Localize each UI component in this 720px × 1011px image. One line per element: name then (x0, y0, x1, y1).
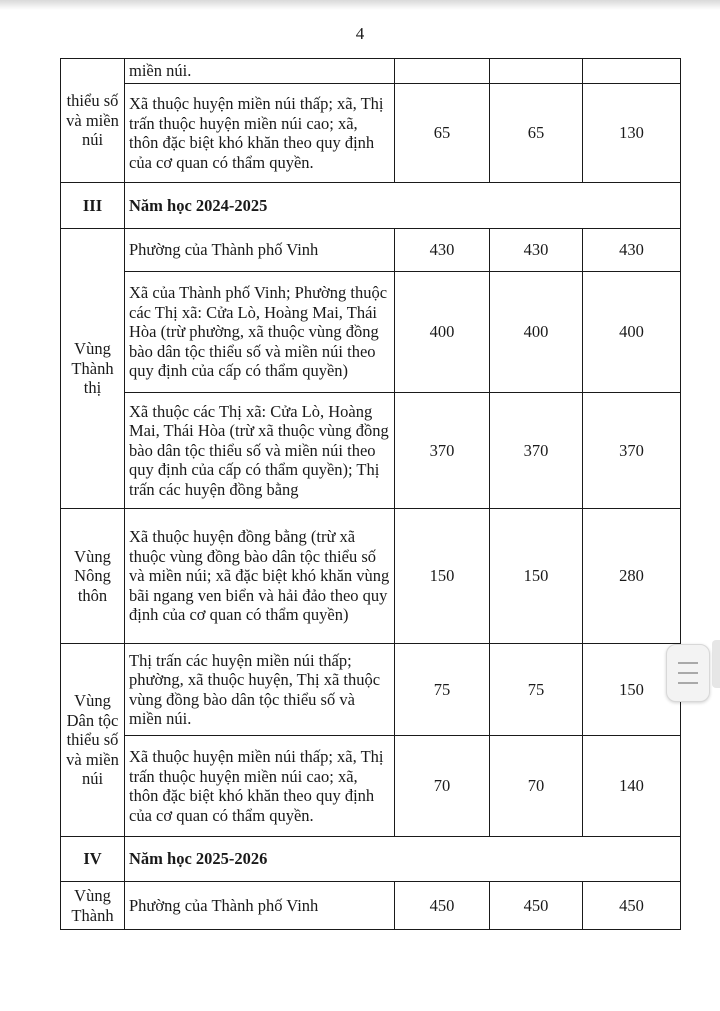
value-cell: 400 (583, 272, 681, 393)
value-cell: 430 (583, 229, 681, 272)
scroll-handle[interactable] (666, 644, 710, 702)
value-cell (583, 59, 681, 84)
region-cell: Vùng Dân tộc thiểu số và miền núi (61, 644, 125, 837)
table-row (61, 393, 681, 509)
value-cell: 65 (490, 84, 583, 183)
edge-tab[interactable] (712, 640, 720, 688)
region-cell: Vùng Thành (61, 882, 125, 930)
description-cell: Xã thuộc huyện miền núi thấp; xã, Thị trấn thuộc huyện miền núi cao; xã, thôn đặc biệt khó khăn theo quy định của cơ quan có thẩm quyền. (125, 736, 395, 837)
value-cell: 450 (583, 882, 681, 930)
description-cell: Thị trấn các huyện miền núi thấp; phường, xã thuộc huyện, Thị xã thuộc vùng đồng bào dân tộc thiểu số và miền núi. (125, 644, 395, 736)
value-cell: 150 (583, 644, 681, 736)
description-cell: Xã thuộc huyện miền núi thấp; xã, Thị trấn thuộc huyện miền núi cao; xã, thôn đặc biệt khó khăn theo quy định của cơ quan có thẩm quyền. (125, 84, 395, 183)
table-row (61, 644, 681, 736)
value-cell: 140 (583, 736, 681, 837)
value-cell: 370 (395, 393, 490, 509)
value-cell: 150 (395, 509, 490, 644)
description-cell: Xã thuộc huyện đồng bằng (trừ xã thuộc vùng đồng bào dân tộc thiểu số và miền núi; xã đặc biệt khó khăn vùng bãi ngang ven biển và hải đảo theo quy định của cơ quan có thẩm quyền) (125, 509, 395, 644)
region-cell: Vùng Nông thôn (61, 509, 125, 644)
section-title: Năm học 2024-2025 (125, 183, 681, 229)
value-cell: 450 (490, 882, 583, 930)
value-cell (490, 59, 583, 84)
section-number: IV (61, 837, 125, 882)
region-cell: Vùng Thành thị (61, 229, 125, 509)
table-row (61, 272, 681, 393)
page-number: 4 (355, 24, 365, 43)
region-cell: thiểu số và miền núi (61, 59, 125, 183)
table-row (61, 229, 681, 272)
value-cell: 150 (490, 509, 583, 644)
value-cell: 430 (395, 229, 490, 272)
description-cell: miền núi. (125, 59, 395, 84)
description-cell: Phường của Thành phố Vinh (125, 882, 395, 930)
description-cell: Xã của Thành phố Vinh; Phường thuộc các Thị xã: Cửa Lò, Hoàng Mai, Thái Hòa (trừ phường, xã thuộc vùng đồng bào dân tộc thiểu số và miền núi theo quy định của cấp có thẩm quyền) (125, 272, 395, 393)
value-cell: 75 (395, 644, 490, 736)
value-cell: 400 (490, 272, 583, 393)
value-cell: 400 (395, 272, 490, 393)
description-cell: Phường của Thành phố Vinh (125, 229, 395, 272)
value-cell: 130 (583, 84, 681, 183)
section-number: III (61, 183, 125, 229)
value-cell: 280 (583, 509, 681, 644)
top-shadow (0, 0, 720, 10)
tuition-fee-table (60, 58, 681, 930)
value-cell: 430 (490, 229, 583, 272)
table-row (61, 882, 681, 930)
value-cell: 70 (395, 736, 490, 837)
table-row (61, 509, 681, 644)
value-cell (395, 59, 490, 84)
value-cell: 370 (583, 393, 681, 509)
value-cell: 70 (490, 736, 583, 837)
table-row (61, 736, 681, 837)
table-row (61, 59, 681, 84)
value-cell: 75 (490, 644, 583, 736)
section-header-row (61, 183, 681, 229)
section-title: Năm học 2025-2026 (125, 837, 681, 882)
section-header-row (61, 837, 681, 882)
table-row (61, 84, 681, 183)
description-cell: Xã thuộc các Thị xã: Cửa Lò, Hoàng Mai, Thái Hòa (trừ xã thuộc vùng đồng bào dân tộc thiểu số và miền núi theo quy định của cấp có thẩm quyền); Thị trấn các huyện đồng bằng (125, 393, 395, 509)
value-cell: 450 (395, 882, 490, 930)
value-cell: 370 (490, 393, 583, 509)
value-cell: 65 (395, 84, 490, 183)
